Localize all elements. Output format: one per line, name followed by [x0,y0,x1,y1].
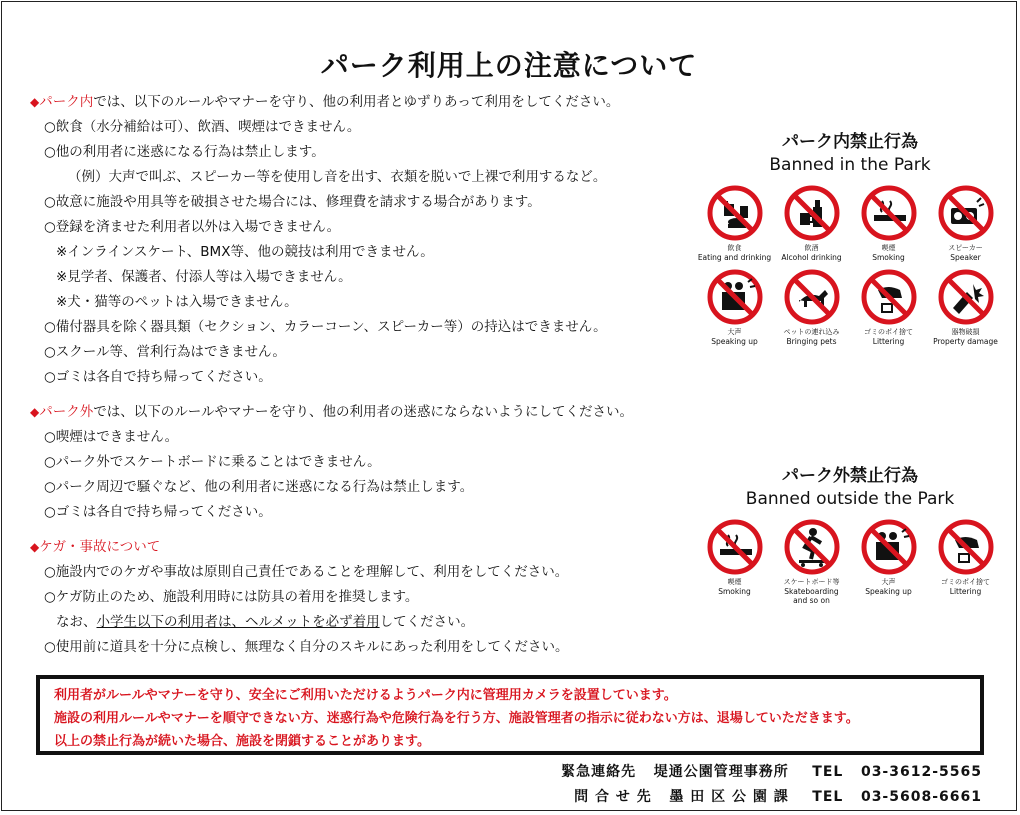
diamond-marker: ◆ [30,405,40,419]
sign-caption-jp: 器物破損 [951,328,980,336]
littering-icon [860,268,918,326]
notice-line: 施設の利用ルールやマナーを順守できない方、迷惑行為や危険行為を行う方、施設管理者の指示に従わない方は、退場していただきます。 [54,711,859,726]
speaker-icon [937,184,995,242]
page-title: パーク利用上の注意について [320,49,698,82]
prohibition-sign [773,268,850,346]
smoking-icon [706,518,764,576]
sign-caption-jp: ペットの連れ込み [783,328,840,336]
sign-caption-en: Smoking [718,587,751,596]
sign-caption-en: Eating and drinking [697,253,772,262]
rule-note: ※インラインスケート、BMX等、他の競技は利用できません。 [56,244,434,260]
banned-out-panel [696,464,1004,605]
contact-inquiry [561,785,982,810]
rule-item: ○ゴミは各自で持ち帰ってください。 [44,504,272,520]
diamond-marker: ◆ [30,95,40,109]
rule-item: ○ゴミは各自で持ち帰ってください。 [44,369,272,385]
tel-label: TEL [812,764,844,780]
shouting-icon [706,268,764,326]
sign-caption-jp: 大声 [881,578,896,586]
sign-caption-jp: ゴミのポイ捨て [941,578,990,586]
rule-note: ※見学者、保護者、付添人等は入場できません。 [56,269,352,285]
prohibition-sign [927,518,1004,605]
banned-out-grid [696,518,1004,605]
banned-in-panel [696,130,1004,346]
prohibition-sign [696,268,773,346]
eating-icon [706,184,764,242]
sign-caption-jp: スケートボード等 [783,578,840,586]
park-in-highlight: パーク内 [39,94,94,110]
sign-caption-jp: 喫煙 [881,244,896,252]
prohibition-sign [773,184,850,262]
prohibition-sign [850,268,927,346]
sign-caption-jp: 喫煙 [727,578,742,586]
sign-caption-jp: 飲酒 [804,244,819,252]
pet-icon [783,268,841,326]
sign-caption-en: Property damage [933,337,998,346]
contact-org: 墨 田 区 公 園 課 [669,789,789,805]
rule-item: ○喫煙はできません。 [44,429,179,445]
helmet-note-prefix: なお、 [56,614,97,630]
park-out-highlight: パーク外 [39,404,94,420]
sign-caption-en: Smoking [872,253,905,262]
park-out-heading-text: では、以下のルールやマナーを守り、他の利用者の迷惑にならないようにしてください。 [93,404,633,420]
prohibition-sign [850,184,927,262]
banned-out-title-en: Banned outside the Park [745,489,955,509]
sign-caption-en: Speaking up [865,587,912,596]
camera-notice-box [36,675,984,755]
helmet-note-underlined: 小学生以下の利用者は、ヘルメットを必ず着用 [96,614,380,630]
park-out-heading [30,400,710,425]
notice-line: 以上の禁止行為が続いた場合、施設を閉鎖することがあります。 [54,734,430,749]
banned-in-title [696,130,1004,176]
contact-label: 緊急連絡先 [561,764,637,780]
banned-out-title-jp: パーク外禁止行為 [782,466,918,486]
injury-heading [30,535,710,560]
tel-label: TEL [812,789,844,805]
rule-example: （例）大声で叫ぶ、スピーカー等を使用し音を出す、衣類を脱いで上裸で利用するなど。 [68,169,607,185]
rule-item: ○パーク外でスケートボードに乗ることはできません。 [44,454,381,470]
sign-caption-en: Bringing pets [786,337,837,346]
rule-note: ※犬・猫等のペットは入場できません。 [56,294,298,310]
sign-caption-en: Littering [872,337,905,346]
diamond-marker: ◆ [30,540,40,554]
smoking-icon [860,184,918,242]
park-in-heading-text: では、以下のルールやマナーを守り、他の利用者とゆずりあって利用をしてください。 [93,94,620,110]
banned-in-title-jp: パーク内禁止行為 [782,132,918,152]
banned-out-title [696,464,1004,510]
park-in-heading [30,90,710,115]
banned-in-grid [696,184,1004,346]
sign-caption-jp: 飲食 [727,244,742,252]
rule-item: ○他の利用者に迷惑になる行為は禁止します。 [44,144,325,160]
shouting-icon [860,518,918,576]
sign-caption-en: and so on [793,596,830,605]
notice-line: 利用者がルールやマナーを守り、安全にご利用いただけるようパーク内に管理用カメラを設置しています。 [54,688,677,703]
contact-org: 堤通公園管理事務所 [653,764,789,780]
rules-column [30,90,710,660]
prohibition-sign [696,184,773,262]
rule-item: ○施設内でのケガや事故は原則自己責任であることを理解して、利用をしてください。 [44,564,569,580]
rule-item: ○登録を済ませた利用者以外は入場できません。 [44,219,341,235]
alcohol-icon [783,184,841,242]
contact-label: 問 合 せ 先 [574,789,652,805]
damage-icon [937,268,995,326]
sign-caption-jp: スピーカー [948,244,983,252]
skateboard-icon [783,518,841,576]
rule-item: ○飲食（水分補給は可）、飲酒、喫煙はできません。 [44,119,361,135]
sign-caption-en: Speaker [950,253,981,262]
rule-item: ○パーク周辺で騒ぐなど、他の利用者に迷惑になる行為は禁止します。 [44,479,474,495]
phone-number: 03-5608-6661 [860,789,982,805]
prohibition-sign [773,518,850,605]
rule-item: ○故意に施設や用具等を破損させた場合には、修理費を請求する場合があります。 [44,194,541,210]
notice-sheet [1,1,1017,811]
rule-item: ○ケガ防止のため、施設利用時には防具の着用を推奨します。 [44,589,419,605]
sign-caption-en: Speaking up [711,337,758,346]
rule-item: ○備付器具を除く器具類（セクション、カラーコーン、スピーカー等）の持込はできません。 [44,319,607,335]
prohibition-sign [927,184,1004,262]
contact-info [561,760,982,810]
littering-icon [937,518,995,576]
sign-caption-en: Skateboarding [784,587,839,596]
sign-caption-en: Alcohol drinking [781,253,842,262]
helmet-note [30,610,710,635]
phone-number: 03-3612-5565 [860,764,982,780]
prohibition-sign [927,268,1004,346]
rule-item: ○スクール等、営利行為はできません。 [44,344,286,360]
sign-caption-jp: 大声 [727,328,742,336]
banned-in-title-en: Banned in the Park [769,155,931,175]
rule-item: ○使用前に道具を十分に点検し、無理なく自分のスキルにあった利用をしてください。 [44,639,569,655]
prohibition-sign [850,518,927,605]
sign-caption-en: Littering [949,587,982,596]
prohibition-sign [696,518,773,605]
sign-caption-jp: ゴミのポイ捨て [864,328,913,336]
contact-emergency [561,760,982,785]
helmet-note-suffix: してください。 [379,614,475,630]
injury-heading-text: ケガ・事故について [39,539,161,555]
